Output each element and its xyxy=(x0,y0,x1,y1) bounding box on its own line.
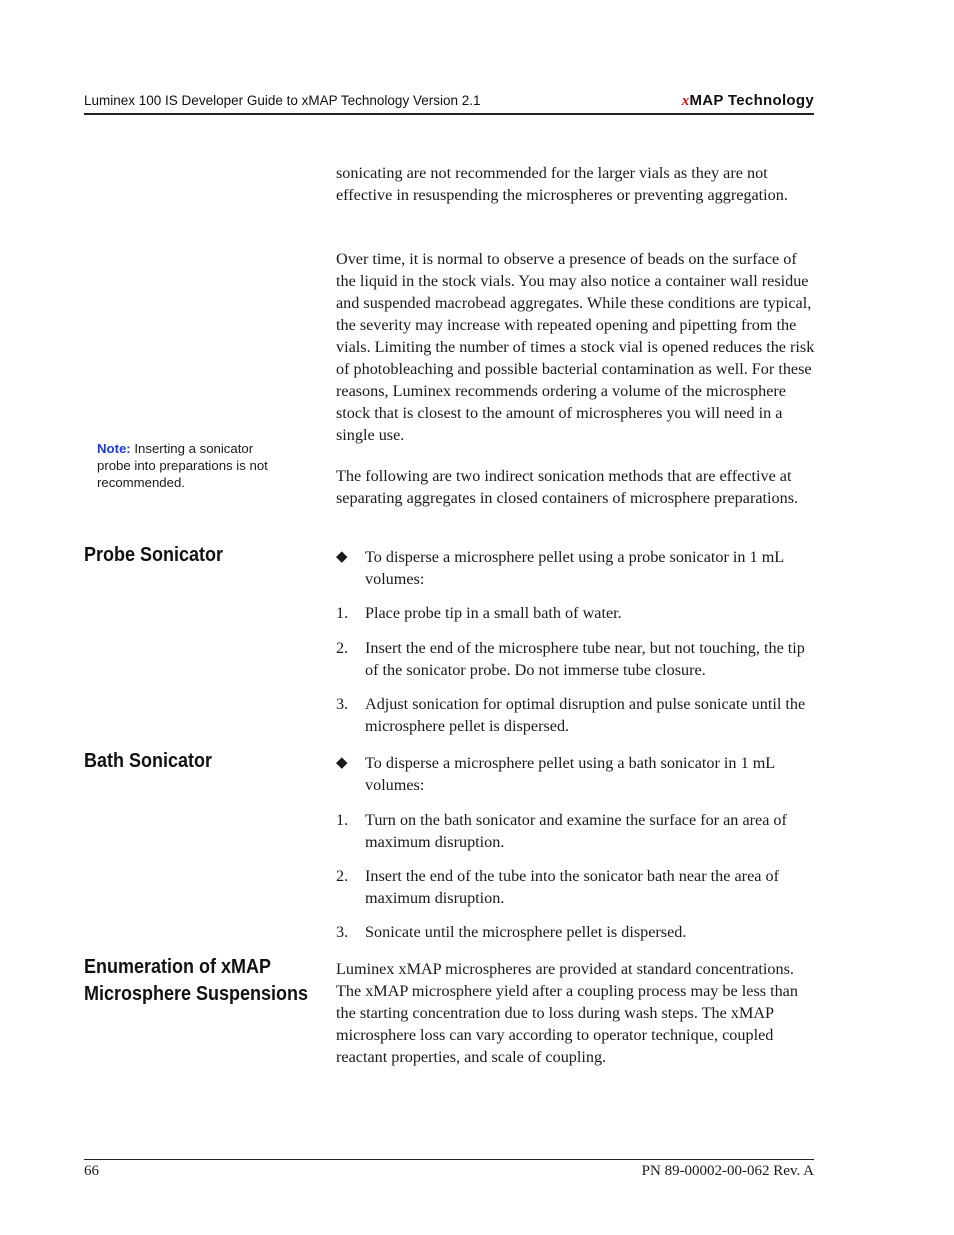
enumeration-heading xyxy=(84,954,308,1008)
bath-step-1 xyxy=(336,809,816,853)
intro-paragraph-2: Over time, it is normal to observe a presence of beads on the surface of the liquid in the stock vials. You may also notice a container wall residue and suspended macrobead aggregates. While these conditions are typical, the severity may increase with repeated opening and pipetting from the vials. Limiting the number of times a stock vial is opened reduces the risk of photobleaching and possible bacterial contamination as well. For these reasons, Luminex recommends ordering a volume of the microsphere stock that is closest to the amount of microspheres you will need in a single use. xyxy=(336,250,815,444)
probe-bullet xyxy=(336,546,816,590)
step-number: 2. xyxy=(336,639,349,657)
header-section-title xyxy=(682,92,814,110)
probe-step-3 xyxy=(336,693,816,737)
page-number: 66 xyxy=(84,1163,99,1179)
step-number: 3. xyxy=(336,923,349,941)
enumeration-paragraph: Luminex xMAP microspheres are provided at standard concentrations. The xMAP microsphere yield after a coupling process may be less than the starting concentration due to loss during wash steps. The xMAP microsphere loss can vary according to operator technique, coupled reactant properties, and scale of coupling. xyxy=(336,960,798,1066)
bath-bullet xyxy=(336,752,816,796)
probe-step-1 xyxy=(336,602,816,624)
side-note xyxy=(97,440,272,491)
diamond-bullet-icon: ◆ xyxy=(336,549,348,565)
diamond-bullet-icon: ◆ xyxy=(336,755,348,771)
intro-paragraph-1: sonicating are not recommended for the larger vials as they are not effective in resuspending the microspheres or preventing aggregation. xyxy=(336,164,788,204)
step-text: Insert the end of the tube into the sonicator bath near the area of maximum disruption. xyxy=(365,867,779,907)
header-rule xyxy=(84,113,814,115)
intro-paragraph-3: The following are two indirect sonication methods that are effective at separating aggregates in closed containers of microsphere preparations. xyxy=(336,467,799,507)
bath-bullet-text: To disperse a microsphere pellet using a bath sonicator in 1 mL volumes: xyxy=(365,754,775,794)
enumeration-heading-line-2: Microsphere Suspensions xyxy=(84,983,309,1005)
step-text: Insert the end of the microsphere tube near, but not touching, the tip of the sonicator probe. Do not immerse tube closure. xyxy=(365,639,805,679)
bath-step-3 xyxy=(336,921,816,943)
part-number: PN 89-00002-00-062 Rev. A xyxy=(641,1163,814,1179)
step-number: 1. xyxy=(336,811,349,829)
probe-step-2 xyxy=(336,637,816,681)
header-section-rest: MAP Technology xyxy=(689,92,814,109)
header-document-title: Luminex 100 IS Developer Guide to xMAP Technology Version 2.1 xyxy=(84,93,481,108)
probe-sonicator-heading: Probe Sonicator xyxy=(84,544,224,566)
probe-bullet-text: To disperse a microsphere pellet using a probe sonicator in 1 mL volumes: xyxy=(365,548,784,588)
step-number: 1. xyxy=(336,604,349,622)
bath-sonicator-heading: Bath Sonicator xyxy=(84,750,213,772)
step-text: Sonicate until the microsphere pellet is dispersed. xyxy=(365,923,687,941)
header-x-prefix: x xyxy=(681,93,690,109)
step-text: Place probe tip in a small bath of water. xyxy=(365,604,622,622)
note-label: Note: xyxy=(97,441,131,456)
bath-step-2 xyxy=(336,865,816,909)
step-text: Turn on the bath sonicator and examine the surface for an area of maximum disruption. xyxy=(365,811,787,851)
enumeration-heading-line-1: Enumeration of xMAP xyxy=(84,956,272,978)
footer-rule xyxy=(84,1159,814,1160)
step-number: 2. xyxy=(336,867,349,885)
step-number: 3. xyxy=(336,695,349,713)
step-text: Adjust sonication for optimal disruption and pulse sonicate until the microsphere pellet is dispersed. xyxy=(365,695,806,735)
note-text: Inserting a sonicator probe into preparations is not recommended. xyxy=(97,441,268,490)
